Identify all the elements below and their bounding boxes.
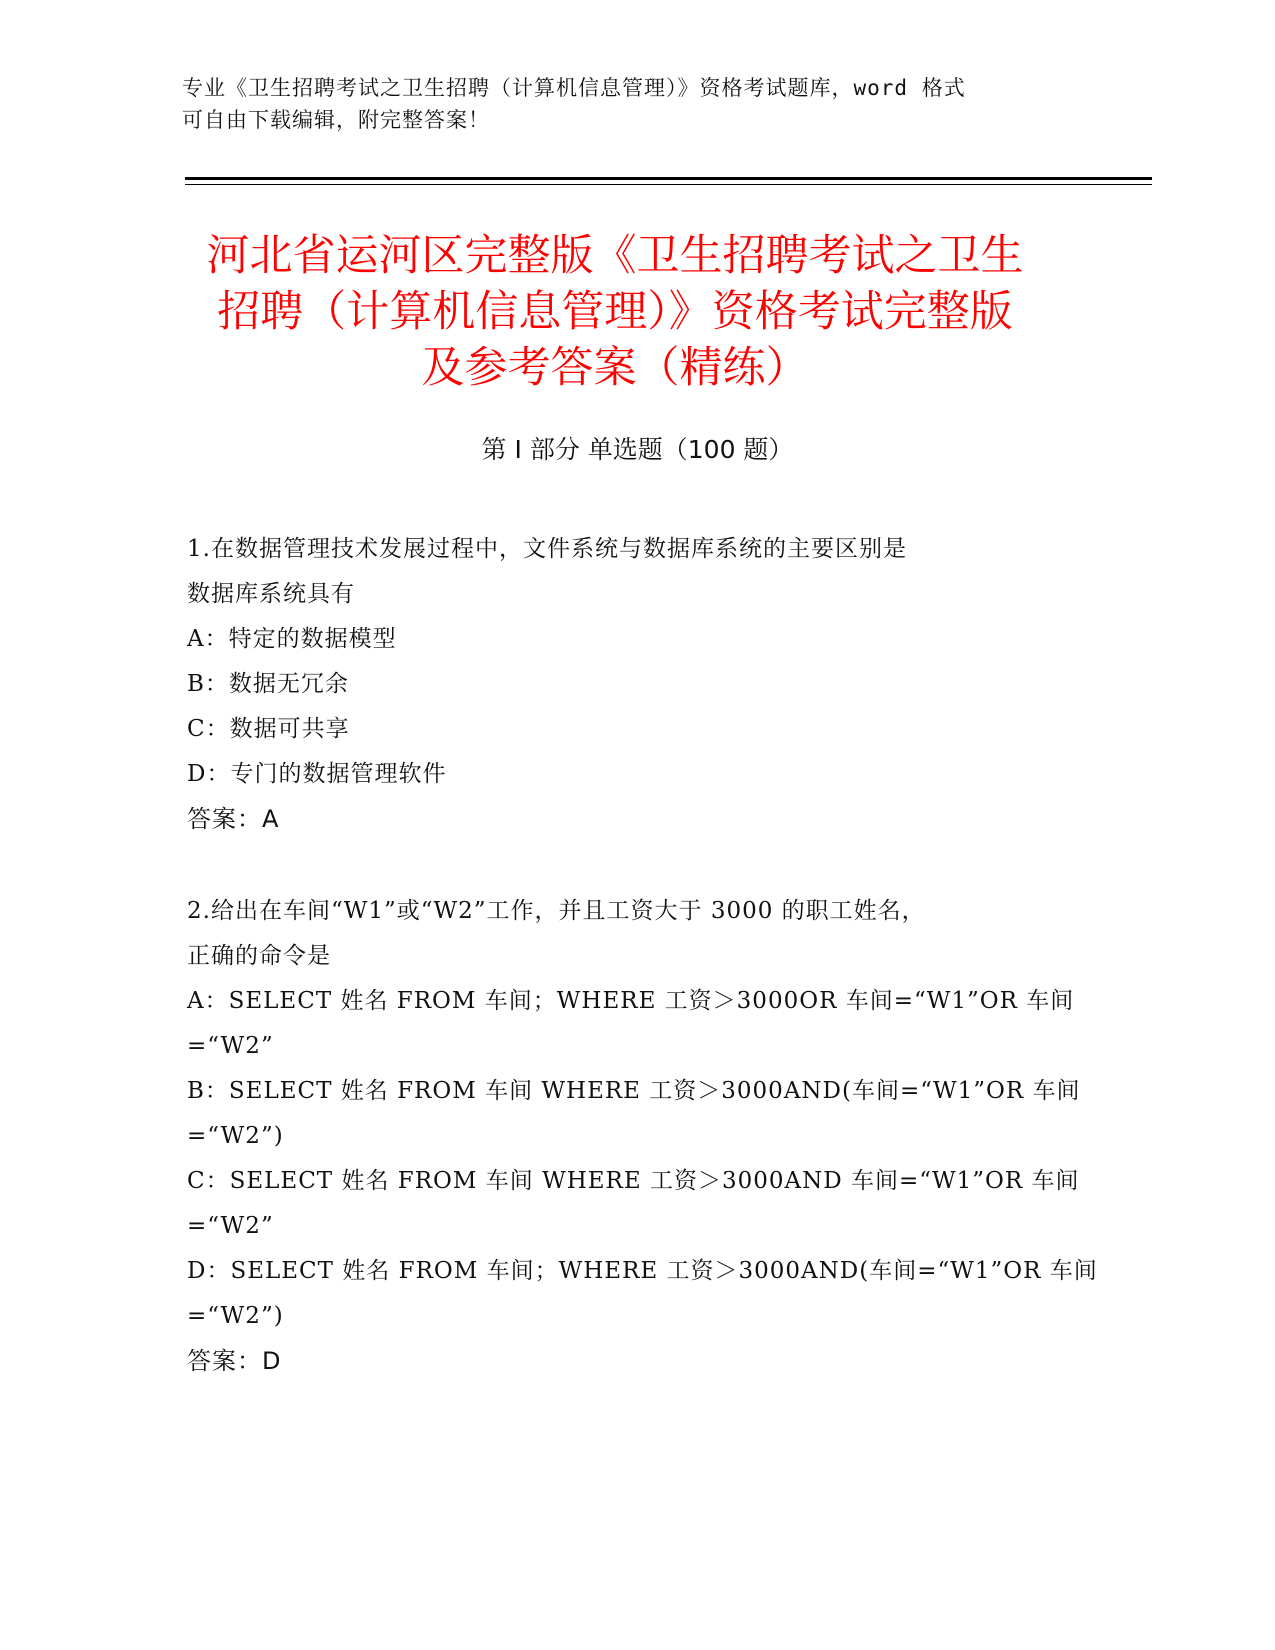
option-c-continued: =“W2” <box>187 1213 274 1239</box>
question-2 <box>187 889 1098 1384</box>
option-a-continued: =“W2” <box>187 1033 274 1059</box>
option-d-continued: =“W2”) <box>187 1303 284 1329</box>
header-note <box>182 72 1052 136</box>
title-line: 招聘（计算机信息管理）》资格考试完整版 <box>217 287 1013 337</box>
answer: 答案：A <box>187 805 280 833</box>
option-d: D：专门的数据管理软件 <box>187 761 447 787</box>
header-note-line: 专业《卫生招聘考试之卫生招聘（计算机信息管理）》资格考试题库，word 格式 <box>182 76 966 100</box>
question-stem: 2.给出在车间“W1”或“W2”工作，并且工资大于 3000 的职工姓名， <box>187 898 926 924</box>
document-title <box>160 228 1070 396</box>
question-stem: 数据库系统具有 <box>187 581 355 607</box>
question-stem: 正确的命令是 <box>187 943 331 969</box>
question-1 <box>187 527 1087 842</box>
title-line: 及参考答案（精练） <box>421 343 809 393</box>
answer: 答案：D <box>187 1347 282 1375</box>
option-b: B：数据无冗余 <box>187 671 349 697</box>
option-b-continued: =“W2”) <box>187 1123 284 1149</box>
header-note-line: 可自由下载编辑，附完整答案！ <box>182 108 490 132</box>
section-title: 第 I 部分 单选题（100 题） <box>481 435 794 464</box>
option-c: C：SELECT 姓名 FROM 车间 WHERE 工资＞3000AND 车间=“W1”OR 车间 <box>187 1168 1080 1194</box>
option-d: D：SELECT 姓名 FROM 车间；WHERE 工资＞3000AND(车间=“W1”OR 车间 <box>187 1258 1098 1284</box>
header-divider-thick <box>185 177 1152 180</box>
option-b: B：SELECT 姓名 FROM 车间 WHERE 工资＞3000AND(车间=“W1”OR 车间 <box>187 1078 1081 1104</box>
option-c: C：数据可共享 <box>187 716 350 742</box>
option-a: A：SELECT 姓名 FROM 车间；WHERE 工资＞3000OR 车间=“W1”OR 车间 <box>187 988 1075 1014</box>
header-divider-thin <box>185 184 1152 185</box>
title-line: 河北省运河区完整版《卫生招聘考试之卫生 <box>206 231 1024 281</box>
question-stem: 1.在数据管理技术发展过程中，文件系统与数据库系统的主要区别是 <box>187 536 907 562</box>
option-a: A：特定的数据模型 <box>187 626 397 652</box>
